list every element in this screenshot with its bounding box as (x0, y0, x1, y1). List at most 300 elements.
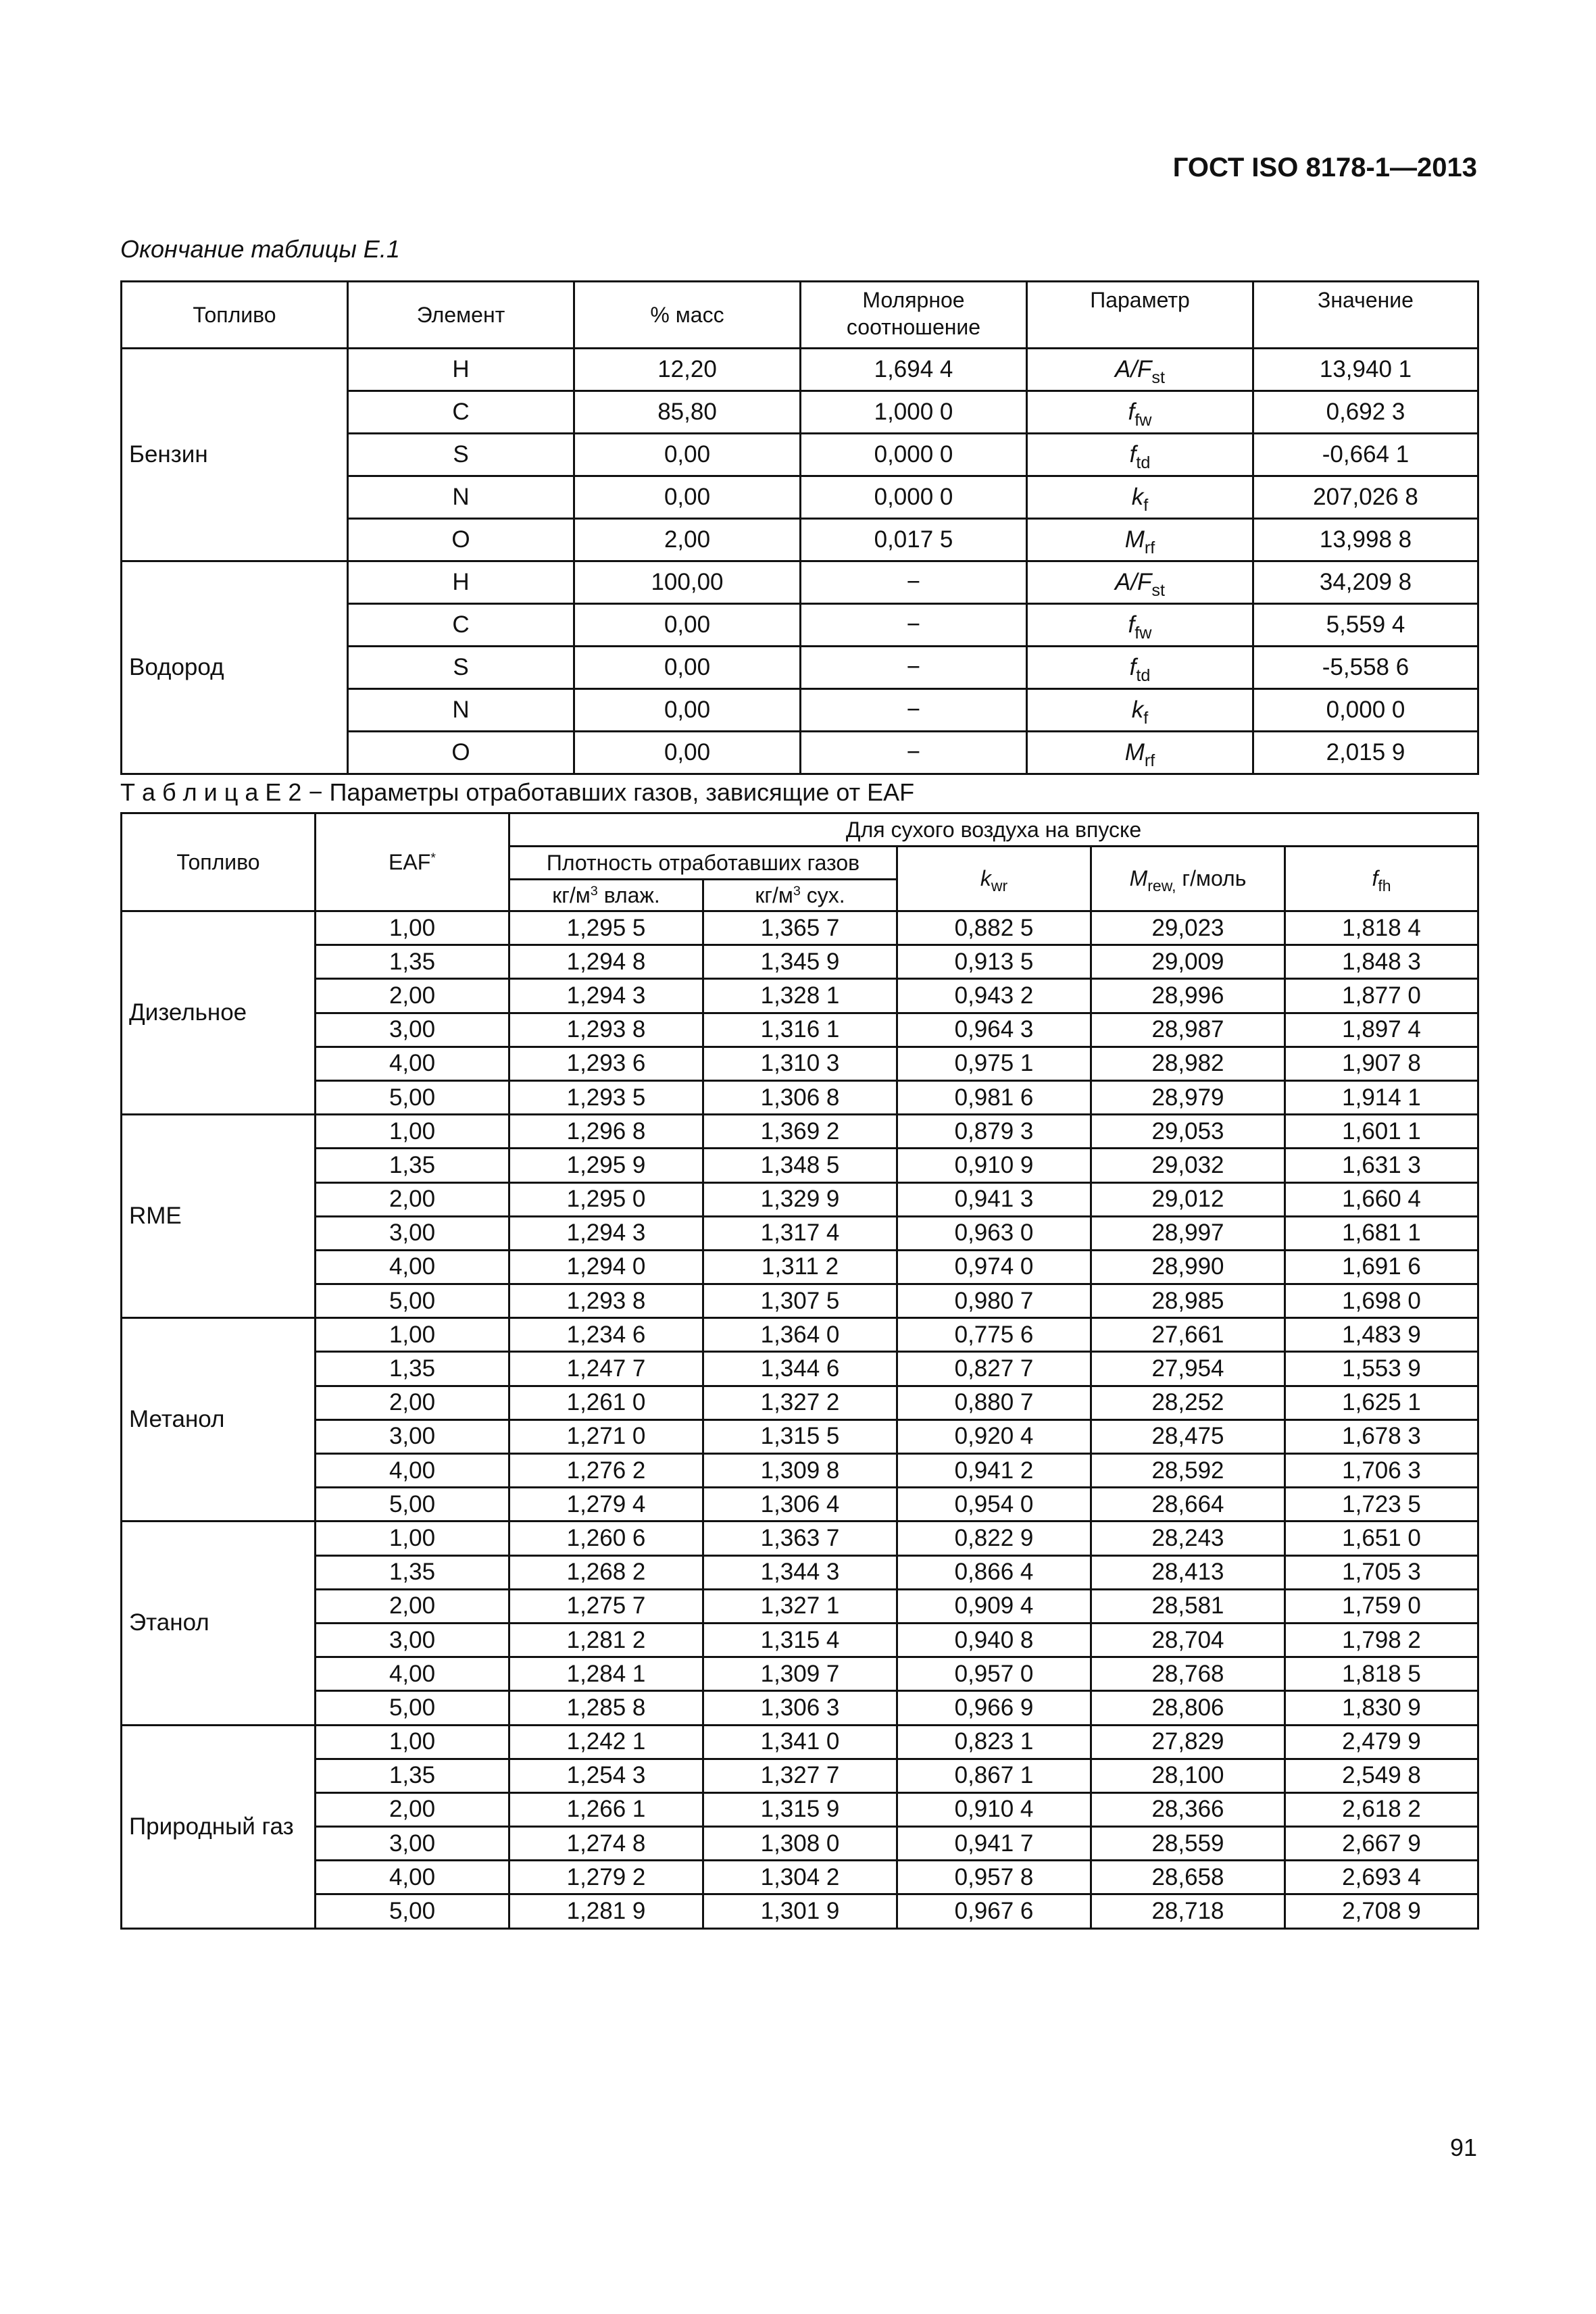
value-cell: 5,559 4 (1253, 604, 1478, 647)
eaf-cell: 1,35 (316, 1555, 509, 1589)
mass-cell: 0,00 (574, 732, 801, 774)
mass-cell: 100,00 (574, 561, 801, 604)
table1 (120, 280, 1479, 775)
table-row (122, 1454, 1478, 1488)
density-dry-cell: 1,327 1 (703, 1589, 897, 1623)
mass-cell: 0,00 (574, 434, 801, 476)
kwr-cell: 0,775 6 (897, 1318, 1091, 1352)
density-dry-cell: 1,306 3 (703, 1691, 897, 1725)
table1-header-element: Элемент (348, 282, 574, 349)
mrew-cell: 28,658 (1091, 1861, 1285, 1894)
eaf-cell: 2,00 (316, 1386, 509, 1419)
density-wet-cell: 1,293 8 (509, 1284, 703, 1318)
table-row (122, 1827, 1478, 1861)
density-wet-cell: 1,234 6 (509, 1318, 703, 1352)
ffh-cell: 1,553 9 (1285, 1352, 1478, 1386)
kwr-cell: 0,967 6 (897, 1894, 1091, 1928)
table-row (122, 1284, 1478, 1318)
eaf-cell: 2,00 (316, 1589, 509, 1623)
mrew-cell: 28,366 (1091, 1792, 1285, 1826)
density-dry-cell: 1,344 3 (703, 1555, 897, 1589)
ffh-cell: 2,708 9 (1285, 1894, 1478, 1928)
density-wet-cell: 1,293 6 (509, 1047, 703, 1080)
density-dry-cell: 1,315 9 (703, 1792, 897, 1826)
density-dry-cell: 1,327 2 (703, 1386, 897, 1419)
kwr-cell: 0,981 6 (897, 1080, 1091, 1114)
ffh-cell: 1,631 3 (1285, 1149, 1478, 1182)
parameter-cell (1027, 647, 1253, 689)
density-dry-cell: 1,369 2 (703, 1115, 897, 1149)
fuel-name: RME (122, 1115, 316, 1318)
eaf-cell: 1,00 (316, 1725, 509, 1759)
table1-body (122, 349, 1478, 774)
table2-header-density: Плотность отработавших газов (509, 847, 897, 880)
parameter-cell (1027, 604, 1253, 647)
parameter-symbol: f (1128, 399, 1135, 425)
kwr-cell: 0,941 2 (897, 1454, 1091, 1488)
kwr-cell: 0,957 0 (897, 1657, 1091, 1691)
mrew-cell: 29,053 (1091, 1115, 1285, 1149)
density-dry-cell: 1,309 7 (703, 1657, 897, 1691)
density-dry-cell: 1,308 0 (703, 1827, 897, 1861)
molar-cell: 1,000 0 (801, 391, 1027, 434)
ffh-cell: 2,693 4 (1285, 1861, 1478, 1894)
kwr-cell: 0,866 4 (897, 1555, 1091, 1589)
table2-header-eaf: EAF* (316, 813, 509, 911)
eaf-cell: 5,00 (316, 1080, 509, 1114)
density-dry-cell: 1,328 1 (703, 979, 897, 1013)
parameter-cell (1027, 434, 1253, 476)
table2-body (122, 911, 1478, 1929)
eaf-cell: 4,00 (316, 1047, 509, 1080)
ffh-cell: 1,706 3 (1285, 1454, 1478, 1488)
document-id: ГОСТ ISO 8178-1—2013 (1172, 153, 1477, 182)
table2 (120, 812, 1479, 1930)
density-dry-cell: 1,364 0 (703, 1318, 897, 1352)
kwr-cell: 0,941 3 (897, 1182, 1091, 1216)
density-wet-cell: 1,285 8 (509, 1691, 703, 1725)
eaf-cell: 4,00 (316, 1657, 509, 1691)
kwr-cell: 0,975 1 (897, 1047, 1091, 1080)
fuel-name: Дизельное (122, 911, 316, 1115)
mrew-cell: 28,592 (1091, 1454, 1285, 1488)
kwr-cell: 0,974 0 (897, 1250, 1091, 1284)
ffh-cell: 2,667 9 (1285, 1827, 1478, 1861)
density-wet-cell: 1,279 4 (509, 1488, 703, 1521)
table-row (122, 1182, 1478, 1216)
mrew-cell: 29,032 (1091, 1149, 1285, 1182)
parameter-cell (1027, 519, 1253, 561)
value-cell: -5,558 6 (1253, 647, 1478, 689)
table-row (122, 1792, 1478, 1826)
parameter-symbol: k (1131, 697, 1144, 723)
element-cell: S (348, 434, 574, 476)
table1-header-value: Значение (1253, 282, 1478, 349)
density-wet-cell: 1,274 8 (509, 1827, 703, 1861)
density-wet-cell: 1,276 2 (509, 1454, 703, 1488)
mrew-cell: 27,954 (1091, 1352, 1285, 1386)
ffh-cell: 1,914 1 (1285, 1080, 1478, 1114)
density-dry-cell: 1,345 9 (703, 945, 897, 979)
density-dry-cell: 1,301 9 (703, 1894, 897, 1928)
table2-header-density-wet: $кг/м^3$ влаж. (509, 880, 703, 911)
kwr-cell: 0,943 2 (897, 979, 1091, 1013)
eaf-cell: 1,00 (316, 1521, 509, 1555)
mrew-cell: 28,979 (1091, 1080, 1285, 1114)
table-row (122, 1149, 1478, 1182)
eaf-cell: 5,00 (316, 1488, 509, 1521)
density-wet-cell: 1,281 2 (509, 1623, 703, 1657)
mrew-cell: 28,990 (1091, 1250, 1285, 1284)
ffh-cell: 1,848 3 (1285, 945, 1478, 979)
kwr-cell: 0,867 1 (897, 1759, 1091, 1792)
eaf-cell: 5,00 (316, 1691, 509, 1725)
density-dry-cell: 1,306 8 (703, 1080, 897, 1114)
value-cell: 0,000 0 (1253, 689, 1478, 732)
parameter-symbol: k (1131, 484, 1144, 510)
kwr-cell: 0,941 7 (897, 1827, 1091, 1861)
value-cell: 0,692 3 (1253, 391, 1478, 434)
element-cell: H (348, 349, 574, 391)
parameter-symbol: A/F (1114, 569, 1152, 595)
mrew-cell: 28,704 (1091, 1623, 1285, 1657)
parameter-subscript: f (1143, 708, 1149, 728)
element-cell: N (348, 476, 574, 519)
mass-cell: 12,20 (574, 349, 801, 391)
ffh-cell: 1,907 8 (1285, 1047, 1478, 1080)
table1-caption: Окончание таблицы Е.1 (120, 235, 400, 263)
parameter-symbol: f (1128, 611, 1135, 638)
molar-cell: 0,000 0 (801, 476, 1027, 519)
parameter-subscript: td (1136, 665, 1151, 685)
element-cell: S (348, 647, 574, 689)
table2-header-ffh: $f_{fh}$ (1285, 847, 1478, 911)
table-row (122, 1589, 1478, 1623)
parameter-subscript: st (1151, 368, 1166, 387)
value-cell: 207,026 8 (1253, 476, 1478, 519)
density-dry-cell: 1,309 8 (703, 1454, 897, 1488)
mrew-cell: 28,100 (1091, 1759, 1285, 1792)
mass-cell: 0,00 (574, 647, 801, 689)
table-row (122, 1386, 1478, 1419)
table1-header-molar: Молярное соотношение (801, 282, 1027, 349)
eaf-cell: 1,35 (316, 945, 509, 979)
parameter-cell (1027, 349, 1253, 391)
density-dry-cell: 1,344 6 (703, 1352, 897, 1386)
mass-cell: 0,00 (574, 476, 801, 519)
mrew-cell: 28,252 (1091, 1386, 1285, 1419)
element-cell: O (348, 519, 574, 561)
table-row (122, 1759, 1478, 1792)
ffh-cell: 1,601 1 (1285, 1115, 1478, 1149)
density-wet-cell: 1,261 0 (509, 1386, 703, 1419)
parameter-symbol: M (1124, 526, 1145, 553)
parameter-subscript: st (1151, 580, 1166, 600)
value-cell: 34,209 8 (1253, 561, 1478, 604)
table-row (122, 1115, 1478, 1149)
density-wet-cell: 1,281 9 (509, 1894, 703, 1928)
mrew-cell: 28,581 (1091, 1589, 1285, 1623)
element-cell: O (348, 732, 574, 774)
parameter-subscript: rf (1144, 538, 1155, 557)
table1-header-mass: % масс (574, 282, 801, 349)
density-wet-cell: 1,295 5 (509, 911, 703, 945)
mrew-cell: 29,009 (1091, 945, 1285, 979)
mrew-cell: 28,806 (1091, 1691, 1285, 1725)
parameter-cell (1027, 476, 1253, 519)
eaf-cell: 4,00 (316, 1454, 509, 1488)
ffh-cell: 1,660 4 (1285, 1182, 1478, 1216)
value-cell: 13,940 1 (1253, 349, 1478, 391)
mrew-cell: 28,664 (1091, 1488, 1285, 1521)
mrew-cell: 29,012 (1091, 1182, 1285, 1216)
density-wet-cell: 1,295 0 (509, 1182, 703, 1216)
table1-header-parameter: Параметр (1027, 282, 1253, 349)
parameter-subscript: td (1136, 453, 1151, 472)
mrew-cell: 28,997 (1091, 1216, 1285, 1250)
kwr-cell: 0,879 3 (897, 1115, 1091, 1149)
table2-header-mrew: $M_{rew,}$ г/моль (1091, 847, 1285, 911)
eaf-cell: 3,00 (316, 1623, 509, 1657)
parameter-symbol: M (1124, 739, 1145, 765)
ffh-cell: 1,830 9 (1285, 1691, 1478, 1725)
kwr-cell: 0,882 5 (897, 911, 1091, 945)
value-cell: -0,664 1 (1253, 434, 1478, 476)
table2-header-fuel: Топливо (122, 813, 316, 911)
mrew-cell: 28,985 (1091, 1284, 1285, 1318)
eaf-cell: 5,00 (316, 1284, 509, 1318)
table-row (122, 1352, 1478, 1386)
molar-cell: 1,694 4 (801, 349, 1027, 391)
density-dry-cell: 1,304 2 (703, 1861, 897, 1894)
kwr-cell: 0,920 4 (897, 1419, 1091, 1453)
table1-header-fuel: Топливо (122, 282, 348, 349)
density-dry-cell: 1,341 0 (703, 1725, 897, 1759)
value-cell: 2,015 9 (1253, 732, 1478, 774)
density-dry-cell: 1,307 5 (703, 1284, 897, 1318)
density-dry-cell: 1,311 2 (703, 1250, 897, 1284)
density-wet-cell: 1,254 3 (509, 1759, 703, 1792)
density-dry-cell: 1,363 7 (703, 1521, 897, 1555)
density-dry-cell: 1,317 4 (703, 1216, 897, 1250)
kwr-cell: 0,957 8 (897, 1861, 1091, 1894)
density-dry-cell: 1,306 4 (703, 1488, 897, 1521)
kwr-cell: 0,910 9 (897, 1149, 1091, 1182)
table-row (122, 1894, 1478, 1928)
parameter-symbol: f (1129, 654, 1137, 680)
mrew-cell: 28,996 (1091, 979, 1285, 1013)
table-row (122, 1555, 1478, 1589)
mrew-cell: 28,559 (1091, 1827, 1285, 1861)
density-dry-cell: 1,329 9 (703, 1182, 897, 1216)
eaf-cell: 3,00 (316, 1013, 509, 1047)
mass-cell: 0,00 (574, 604, 801, 647)
eaf-cell: 4,00 (316, 1250, 509, 1284)
density-dry-cell: 1,365 7 (703, 911, 897, 945)
table-row (122, 561, 1478, 604)
parameter-cell (1027, 561, 1253, 604)
table-row (122, 1419, 1478, 1453)
kwr-cell: 0,940 8 (897, 1623, 1091, 1657)
eaf-cell: 1,00 (316, 911, 509, 945)
eaf-cell: 3,00 (316, 1827, 509, 1861)
density-wet-cell: 1,293 8 (509, 1013, 703, 1047)
table-row (122, 1861, 1478, 1894)
ffh-cell: 2,479 9 (1285, 1725, 1478, 1759)
kwr-cell: 0,980 7 (897, 1284, 1091, 1318)
eaf-cell: 5,00 (316, 1894, 509, 1928)
ffh-cell: 1,818 4 (1285, 911, 1478, 945)
ffh-cell: 2,618 2 (1285, 1792, 1478, 1826)
ffh-cell: 1,651 0 (1285, 1521, 1478, 1555)
ffh-cell: 1,818 5 (1285, 1657, 1478, 1691)
mrew-cell: 28,243 (1091, 1521, 1285, 1555)
table-row (122, 349, 1478, 391)
density-wet-cell: 1,271 0 (509, 1419, 703, 1453)
ffh-cell: 1,759 0 (1285, 1589, 1478, 1623)
mrew-cell: 28,718 (1091, 1894, 1285, 1928)
element-cell: C (348, 604, 574, 647)
table-row (122, 1623, 1478, 1657)
table-row (122, 1080, 1478, 1114)
ffh-cell: 2,549 8 (1285, 1759, 1478, 1792)
mrew-cell: 28,413 (1091, 1555, 1285, 1589)
kwr-cell: 0,954 0 (897, 1488, 1091, 1521)
density-wet-cell: 1,279 2 (509, 1861, 703, 1894)
ffh-cell: 1,897 4 (1285, 1013, 1478, 1047)
density-wet-cell: 1,296 8 (509, 1115, 703, 1149)
eaf-cell: 2,00 (316, 1182, 509, 1216)
density-dry-cell: 1,316 1 (703, 1013, 897, 1047)
table-row (122, 911, 1478, 945)
page-number: 91 (1449, 2134, 1477, 2161)
ffh-cell: 1,691 6 (1285, 1250, 1478, 1284)
element-cell: H (348, 561, 574, 604)
density-wet-cell: 1,294 0 (509, 1250, 703, 1284)
table-row (122, 1691, 1478, 1725)
ffh-cell: 1,483 9 (1285, 1318, 1478, 1352)
fuel-name: Метанол (122, 1318, 316, 1521)
mrew-cell: 28,475 (1091, 1419, 1285, 1453)
eaf-cell: 1,00 (316, 1115, 509, 1149)
density-wet-cell: 1,266 1 (509, 1792, 703, 1826)
eaf-cell: 2,00 (316, 979, 509, 1013)
ffh-cell: 1,798 2 (1285, 1623, 1478, 1657)
eaf-cell: 1,35 (316, 1759, 509, 1792)
kwr-cell: 0,913 5 (897, 945, 1091, 979)
parameter-subscript: rf (1144, 751, 1155, 770)
ffh-cell: 1,723 5 (1285, 1488, 1478, 1521)
ffh-cell: 1,877 0 (1285, 979, 1478, 1013)
mrew-cell: 27,661 (1091, 1318, 1285, 1352)
element-cell: C (348, 391, 574, 434)
parameter-cell (1027, 689, 1253, 732)
parameter-subscript: fw (1134, 410, 1152, 430)
parameter-symbol: A/F (1114, 356, 1152, 382)
density-wet-cell: 1,268 2 (509, 1555, 703, 1589)
density-wet-cell: 1,294 3 (509, 1216, 703, 1250)
kwr-cell: 0,966 9 (897, 1691, 1091, 1725)
table2-header-dry-air: Для сухого воздуха на впуске (509, 813, 1478, 847)
molar-cell: − (801, 604, 1027, 647)
table-row (122, 945, 1478, 979)
density-wet-cell: 1,242 1 (509, 1725, 703, 1759)
value-cell: 13,998 8 (1253, 519, 1478, 561)
kwr-cell: 0,880 7 (897, 1386, 1091, 1419)
eaf-cell: 3,00 (316, 1216, 509, 1250)
table2-header-density-dry: $кг/м^3$ сух. (703, 880, 897, 911)
density-wet-cell: 1,295 9 (509, 1149, 703, 1182)
density-wet-cell: 1,294 8 (509, 945, 703, 979)
table-row (122, 1521, 1478, 1555)
density-dry-cell: 1,310 3 (703, 1047, 897, 1080)
kwr-cell: 0,964 3 (897, 1013, 1091, 1047)
mass-cell: 0,00 (574, 689, 801, 732)
density-wet-cell: 1,275 7 (509, 1589, 703, 1623)
ffh-cell: 1,625 1 (1285, 1386, 1478, 1419)
table-row (122, 1657, 1478, 1691)
table-row (122, 1318, 1478, 1352)
density-wet-cell: 1,247 7 (509, 1352, 703, 1386)
molar-cell: − (801, 732, 1027, 774)
kwr-cell: 0,827 7 (897, 1352, 1091, 1386)
mass-cell: 2,00 (574, 519, 801, 561)
ffh-cell: 1,698 0 (1285, 1284, 1478, 1318)
parameter-subscript: fw (1134, 623, 1152, 643)
kwr-cell: 0,822 9 (897, 1521, 1091, 1555)
eaf-cell: 1,00 (316, 1318, 509, 1352)
mrew-cell: 27,829 (1091, 1725, 1285, 1759)
molar-cell: 0,000 0 (801, 434, 1027, 476)
density-wet-cell: 1,260 6 (509, 1521, 703, 1555)
parameter-cell (1027, 391, 1253, 434)
parameter-symbol: f (1129, 441, 1137, 468)
mrew-cell: 28,768 (1091, 1657, 1285, 1691)
molar-cell: − (801, 561, 1027, 604)
kwr-cell: 0,823 1 (897, 1725, 1091, 1759)
mass-cell: 85,80 (574, 391, 801, 434)
density-dry-cell: 1,315 4 (703, 1623, 897, 1657)
table-row (122, 1250, 1478, 1284)
density-dry-cell: 1,327 7 (703, 1759, 897, 1792)
table-row (122, 1216, 1478, 1250)
molar-cell: − (801, 647, 1027, 689)
density-wet-cell: 1,293 5 (509, 1080, 703, 1114)
ffh-cell: 1,705 3 (1285, 1555, 1478, 1589)
table2-header-kwr: $k_{wr}$ (897, 847, 1091, 911)
kwr-cell: 0,909 4 (897, 1589, 1091, 1623)
mrew-cell: 28,982 (1091, 1047, 1285, 1080)
table-row (122, 1013, 1478, 1047)
element-cell: N (348, 689, 574, 732)
eaf-cell: 1,35 (316, 1149, 509, 1182)
table-row (122, 979, 1478, 1013)
fuel-name: Водород (122, 561, 348, 774)
ffh-cell: 1,681 1 (1285, 1216, 1478, 1250)
table-row (122, 1725, 1478, 1759)
fuel-name: Этанол (122, 1521, 316, 1725)
molar-cell: 0,017 5 (801, 519, 1027, 561)
mrew-cell: 29,023 (1091, 911, 1285, 945)
density-dry-cell: 1,348 5 (703, 1149, 897, 1182)
density-wet-cell: 1,294 3 (509, 979, 703, 1013)
density-wet-cell: 1,284 1 (509, 1657, 703, 1691)
table-row (122, 1047, 1478, 1080)
eaf-cell: 4,00 (316, 1861, 509, 1894)
mrew-cell: 28,987 (1091, 1013, 1285, 1047)
fuel-name: Бензин (122, 349, 348, 561)
ffh-cell: 1,678 3 (1285, 1419, 1478, 1453)
